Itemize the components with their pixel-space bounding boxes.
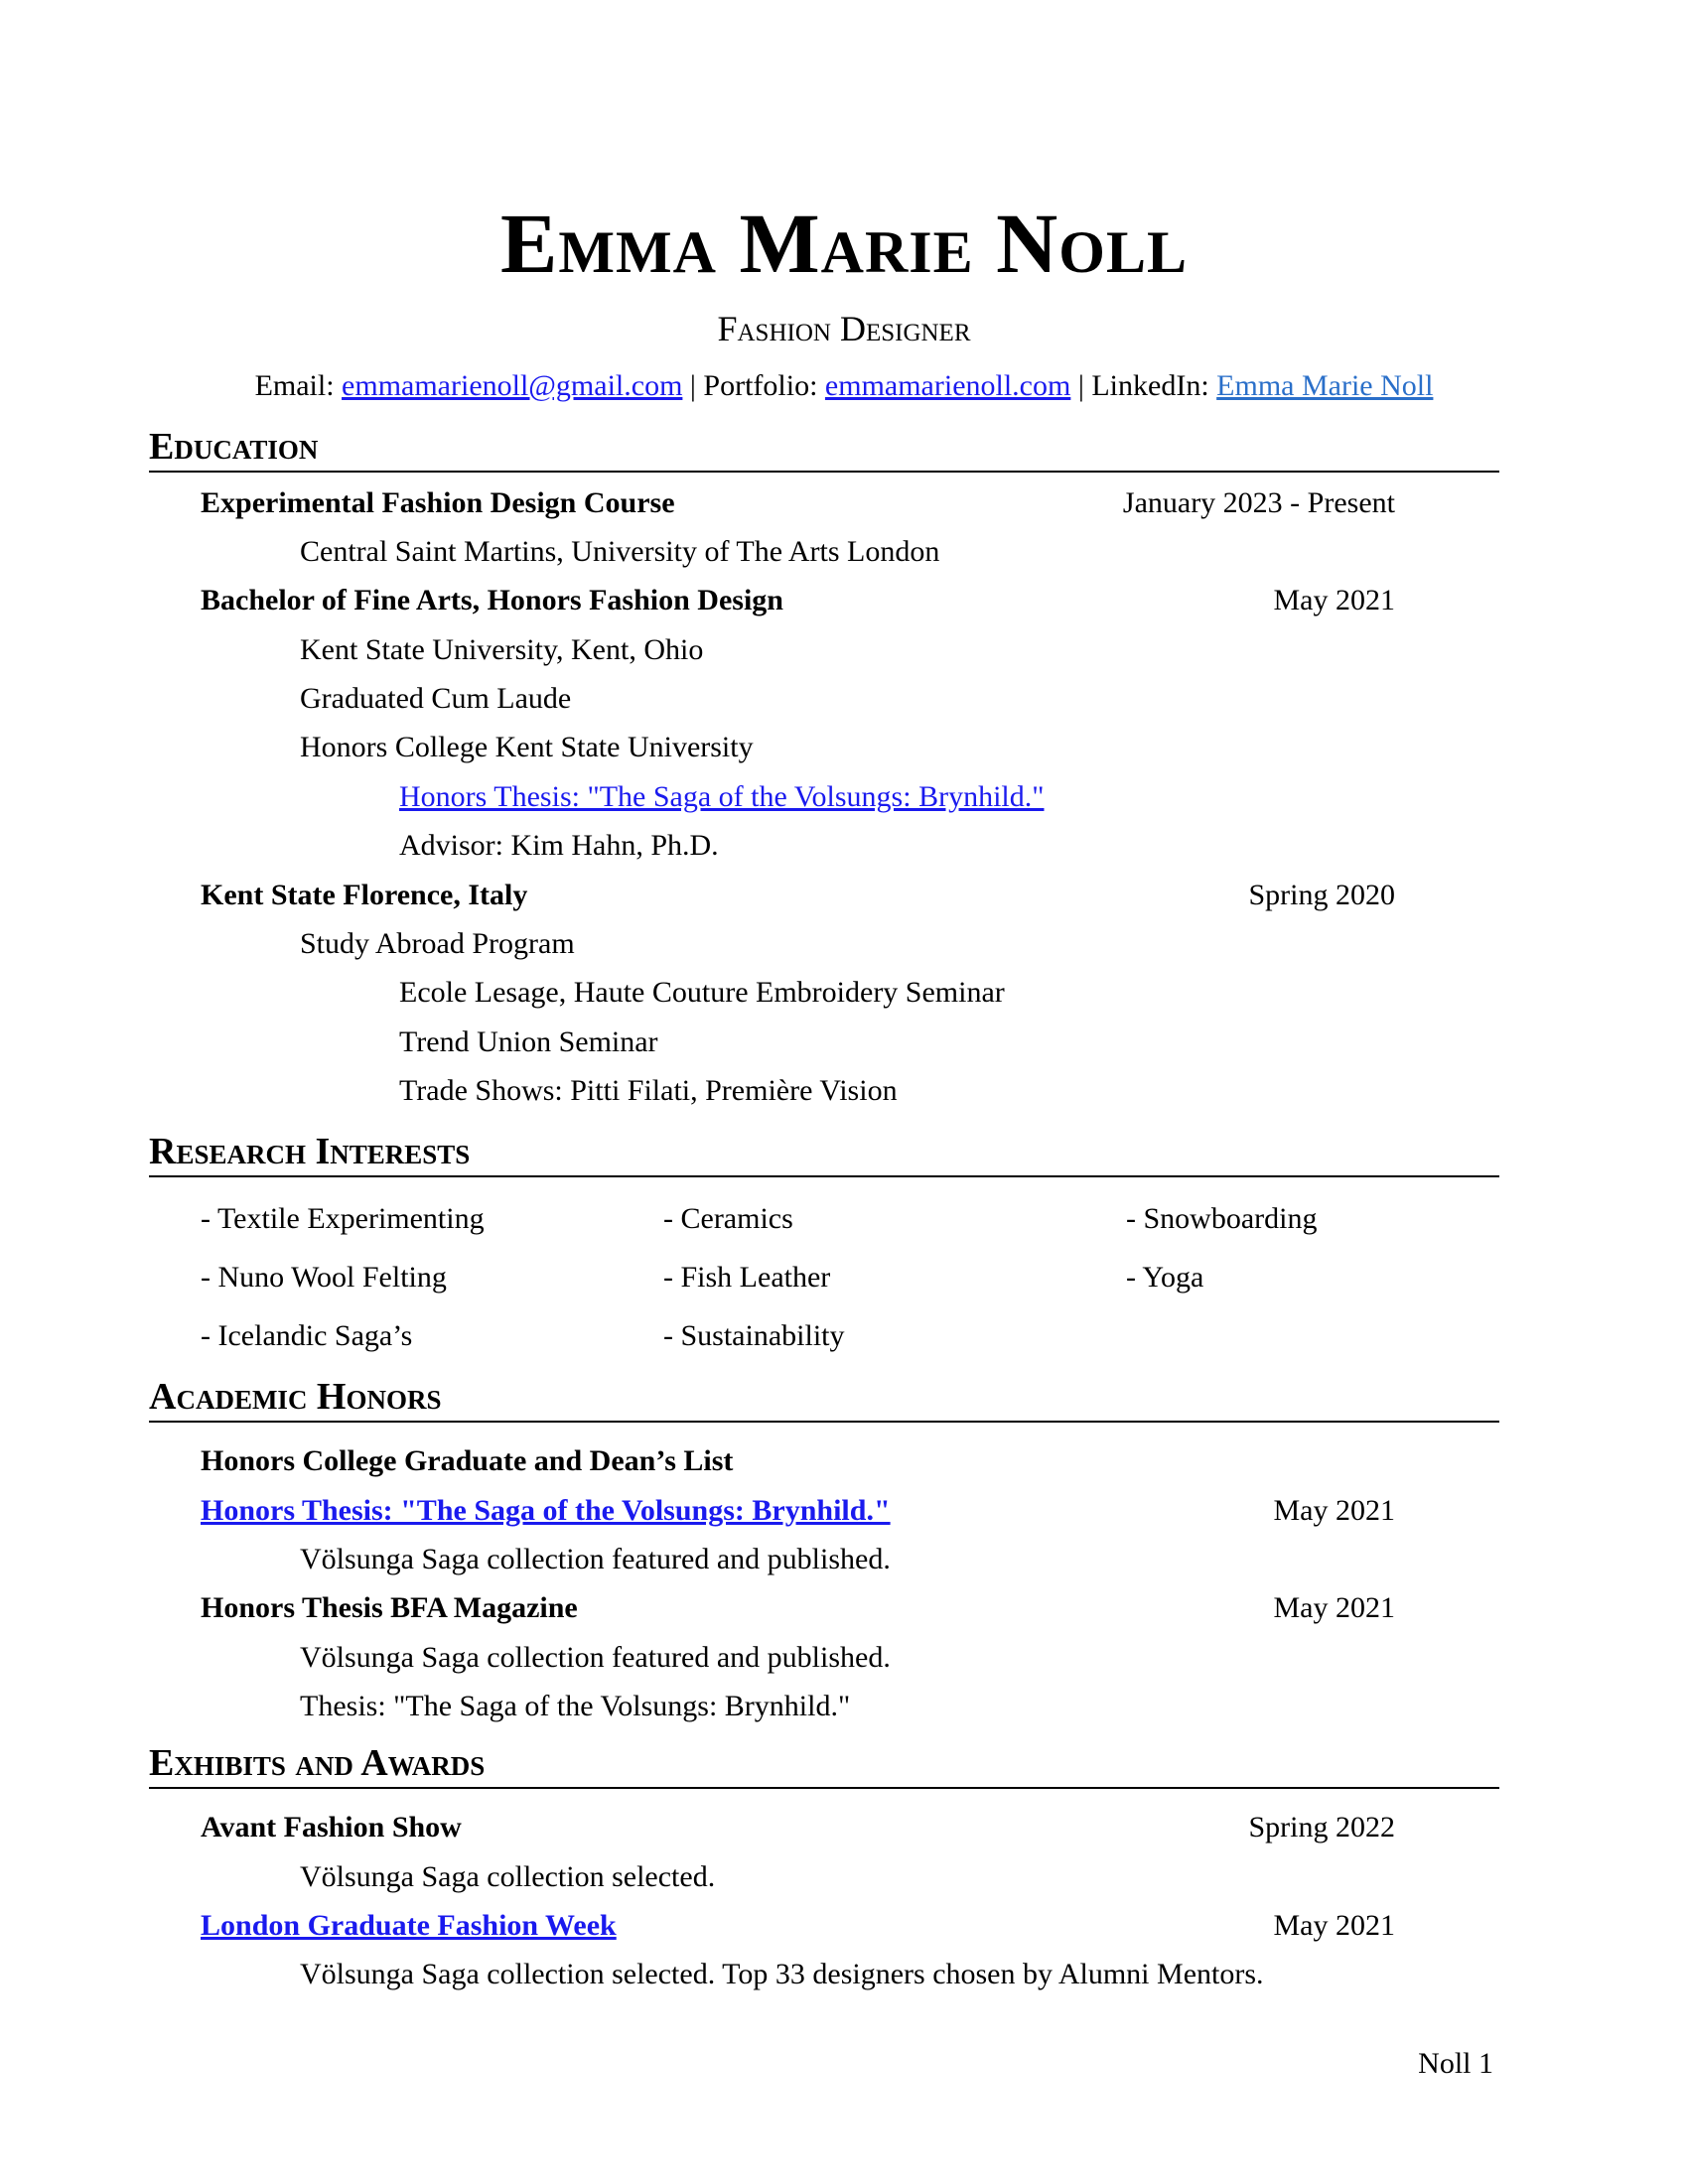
education-detail: Advisor: Kim Hahn, Ph.D.	[399, 829, 719, 862]
education-title-1: Experimental Fashion Design Course	[201, 486, 675, 519]
research-item: - Textile Experimenting	[201, 1202, 485, 1235]
education-detail: Honors College Kent State University	[300, 731, 754, 763]
education-title-3: Kent State Florence, Italy	[201, 879, 528, 911]
page-number: Noll 1	[1418, 2047, 1493, 2080]
exhibit-title-1: Avant Fashion Show	[201, 1811, 462, 1843]
education-detail: Trade Shows: Pitti Filati, Première Vision	[399, 1074, 898, 1107]
research-item: - Icelandic Saga’s	[201, 1319, 413, 1352]
education-heading: Education	[149, 425, 1499, 473]
education-date-3: Spring 2020	[1248, 879, 1395, 911]
research-heading: Research Interests	[149, 1130, 1499, 1177]
research-item: - Sustainability	[663, 1319, 845, 1352]
honors-detail: Völsunga Saga collection featured and published.	[300, 1543, 891, 1575]
contact-line	[0, 367, 1688, 405]
honors-title-3: Honors Thesis BFA Magazine	[201, 1591, 578, 1624]
research-item: - Ceramics	[663, 1202, 793, 1235]
exhibits-heading: Exhibits and Awards	[149, 1741, 1499, 1789]
education-detail: Kent State University, Kent, Ohio	[300, 633, 704, 666]
honors-detail: Völsunga Saga collection featured and published.	[300, 1641, 891, 1674]
exhibit-link-wrapper	[201, 1907, 617, 1945]
education-title-2: Bachelor of Fine Arts, Honors Fashion Design	[201, 584, 783, 616]
honors-thesis-link[interactable]: Honors Thesis: "The Saga of the Volsungs: Brynhild."	[201, 1494, 891, 1527]
email-label: Email:	[254, 369, 343, 402]
education-date-2: May 2021	[1273, 584, 1395, 616]
education-date-1: January 2023 - Present	[1122, 486, 1395, 519]
research-item: - Fish Leather	[663, 1261, 831, 1294]
honors-title-1: Honors College Graduate and Dean’s List	[201, 1444, 734, 1477]
honors-thesis-wrapper	[201, 1492, 891, 1530]
portfolio-label: | Portfolio:	[682, 369, 825, 402]
research-item: - Snowboarding	[1126, 1202, 1318, 1235]
education-detail: Ecole Lesage, Haute Couture Embroidery Seminar	[399, 976, 1005, 1009]
education-detail: Study Abroad Program	[300, 927, 575, 960]
portfolio-link[interactable]: emmamarienoll.com	[824, 369, 1071, 402]
london-fashion-week-link[interactable]: London Graduate Fashion Week	[201, 1909, 617, 1942]
education-detail: Trend Union Seminar	[399, 1025, 658, 1058]
email-link[interactable]: emmamarienoll@gmail.com	[342, 369, 683, 402]
resume-name: Emma Marie Noll	[500, 196, 1188, 291]
resume-title: Fashion Designer	[717, 309, 971, 348]
research-item: - Nuno Wool Felting	[201, 1261, 447, 1294]
thesis-link[interactable]: Honors Thesis: "The Saga of the Volsungs: Brynhild."	[399, 780, 1045, 813]
research-item: - Yoga	[1126, 1261, 1204, 1294]
linkedin-label: | LinkedIn:	[1070, 369, 1217, 402]
education-detail: Graduated Cum Laude	[300, 682, 572, 715]
education-detail: Central Saint Martins, University of The Arts London	[300, 535, 940, 568]
exhibit-detail: Völsunga Saga collection selected.	[300, 1860, 716, 1893]
thesis-link-wrapper	[399, 778, 1044, 816]
linkedin-link[interactable]: Emma Marie Noll	[1216, 369, 1434, 402]
exhibit-date-2: May 2021	[1273, 1909, 1395, 1942]
honors-heading: Academic Honors	[149, 1375, 1499, 1423]
exhibit-date-1: Spring 2022	[1248, 1811, 1395, 1843]
honors-detail: Thesis: "The Saga of the Volsungs: Brynhild."	[300, 1690, 851, 1722]
exhibit-detail: Völsunga Saga collection selected. Top 33 designers chosen by Alumni Mentors.	[300, 1958, 1264, 1990]
honors-date-3: May 2021	[1273, 1591, 1395, 1624]
honors-date-2: May 2021	[1273, 1494, 1395, 1527]
